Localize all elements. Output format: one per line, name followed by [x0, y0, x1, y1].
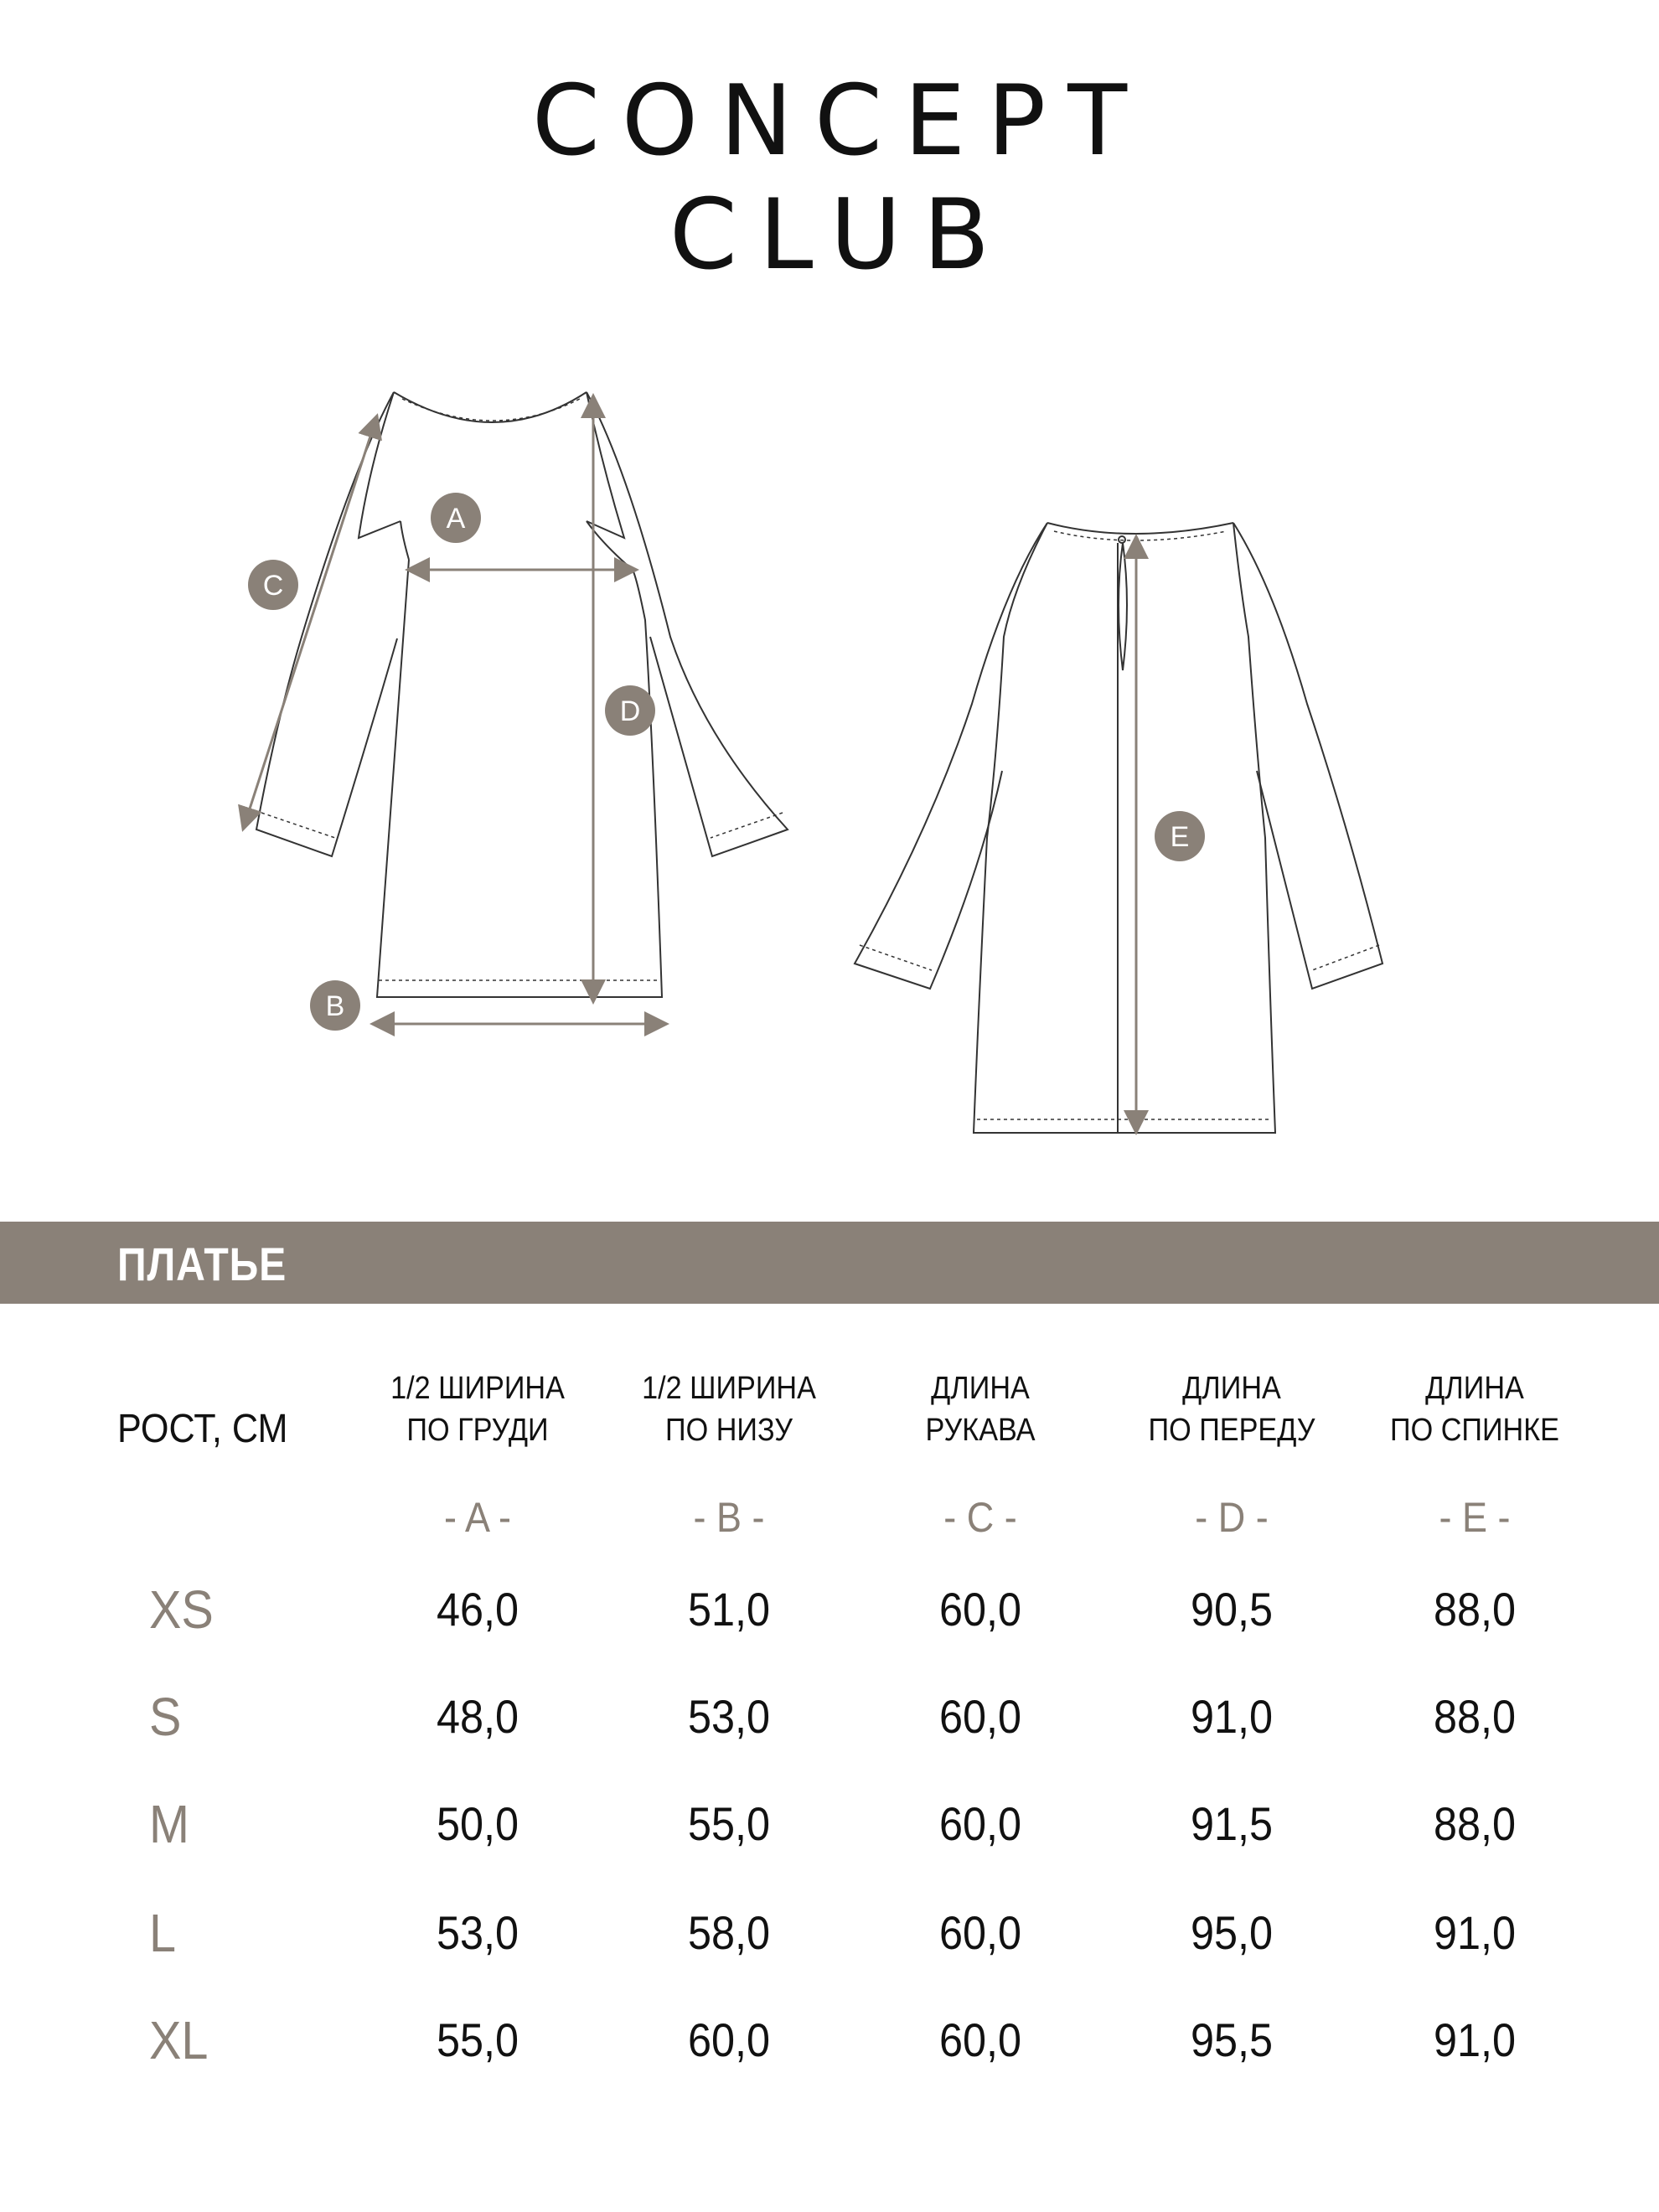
- size-label: S: [149, 1687, 182, 1747]
- table-cell: 53,0: [436, 1906, 519, 1959]
- label-e-text: E: [1170, 821, 1190, 853]
- table-cell: 60,0: [938, 1690, 1022, 1743]
- table-cell: 88,0: [1433, 1583, 1517, 1636]
- column-code: - E -: [1439, 1494, 1511, 1541]
- column-header: [616, 1367, 842, 1451]
- table-cell: 60,0: [938, 1906, 1022, 1959]
- table-cell: 53,0: [687, 1690, 771, 1743]
- brand-logo: [0, 67, 1659, 290]
- front-measure-lines: [243, 395, 667, 1024]
- size-label: L: [149, 1903, 177, 1963]
- column-header-line1: 1/2 ШИРИНА: [390, 1371, 565, 1406]
- column-header-line1: ДЛИНА: [931, 1371, 1030, 1406]
- column-header-line2: ПО ГРУДИ: [406, 1413, 549, 1448]
- column-header: [867, 1367, 1093, 1451]
- table-cell: 88,0: [1433, 1690, 1517, 1743]
- label-e-marker: [1155, 811, 1205, 861]
- table-cell: 60,0: [938, 1797, 1022, 1850]
- table-cell: 60,0: [938, 1583, 1022, 1636]
- label-c-marker: [248, 560, 298, 610]
- dress-front-sketch: [256, 392, 788, 997]
- column-header-line2: ПО СПИНКЕ: [1390, 1413, 1559, 1448]
- column-header-line1: ДЛИНА: [1182, 1371, 1281, 1406]
- label-d-marker: [605, 685, 655, 736]
- label-d-text: D: [619, 695, 641, 727]
- label-c-text: C: [262, 570, 284, 602]
- table-cell: 50,0: [436, 1797, 519, 1850]
- column-code: - A -: [443, 1494, 512, 1541]
- table-cell: 58,0: [687, 1906, 771, 1959]
- column-header-line1: ДЛИНА: [1425, 1371, 1524, 1406]
- table-cell: 55,0: [436, 2013, 519, 2066]
- column-header: [364, 1367, 591, 1451]
- table-cell: 95,0: [1190, 1906, 1274, 1959]
- table-cell: 46,0: [436, 1583, 519, 1636]
- height-column-header: РОСТ, СМ: [117, 1407, 288, 1451]
- size-label: M: [149, 1794, 189, 1854]
- column-code: - C -: [943, 1494, 1017, 1541]
- size-label: XS: [149, 1579, 214, 1640]
- label-a-marker: [431, 493, 481, 543]
- table-cell: 60,0: [687, 2013, 771, 2066]
- column-header-line1: 1/2 ШИРИНА: [642, 1371, 816, 1406]
- label-b-marker: [310, 980, 360, 1031]
- section-title: ПЛАТЬЕ: [117, 1238, 287, 1290]
- column-code: - B -: [693, 1494, 765, 1541]
- table-cell: 48,0: [436, 1690, 519, 1743]
- logo-line-club: CLUB: [669, 178, 1012, 292]
- label-a-text: A: [446, 503, 466, 535]
- table-cell: 91,0: [1190, 1690, 1274, 1743]
- logo-line-concept: CONCEPT: [531, 65, 1150, 178]
- label-b-text: B: [325, 990, 345, 1022]
- table-cell: 90,5: [1190, 1583, 1274, 1636]
- column-code: - D -: [1195, 1494, 1269, 1541]
- column-header-line2: РУКАВА: [925, 1413, 1036, 1448]
- column-header: [1362, 1367, 1588, 1451]
- table-cell: 91,0: [1433, 2013, 1517, 2066]
- section-banner: [0, 1222, 1659, 1304]
- dress-back-sketch: [855, 523, 1382, 1133]
- table-cell: 88,0: [1433, 1797, 1517, 1850]
- dress-measurement-diagram: [0, 369, 1659, 1156]
- table-cell: 91,0: [1433, 1906, 1517, 1959]
- table-cell: 95,5: [1190, 2013, 1274, 2066]
- table-cell: 51,0: [687, 1583, 771, 1636]
- column-header-line2: ПО НИЗУ: [665, 1413, 793, 1448]
- table-cell: 55,0: [687, 1797, 771, 1850]
- size-label: XL: [149, 2010, 209, 2070]
- column-header-line2: ПО ПЕРЕДУ: [1148, 1413, 1315, 1448]
- column-header: [1119, 1367, 1345, 1451]
- table-cell: 60,0: [938, 2013, 1022, 2066]
- table-cell: 91,5: [1190, 1797, 1274, 1850]
